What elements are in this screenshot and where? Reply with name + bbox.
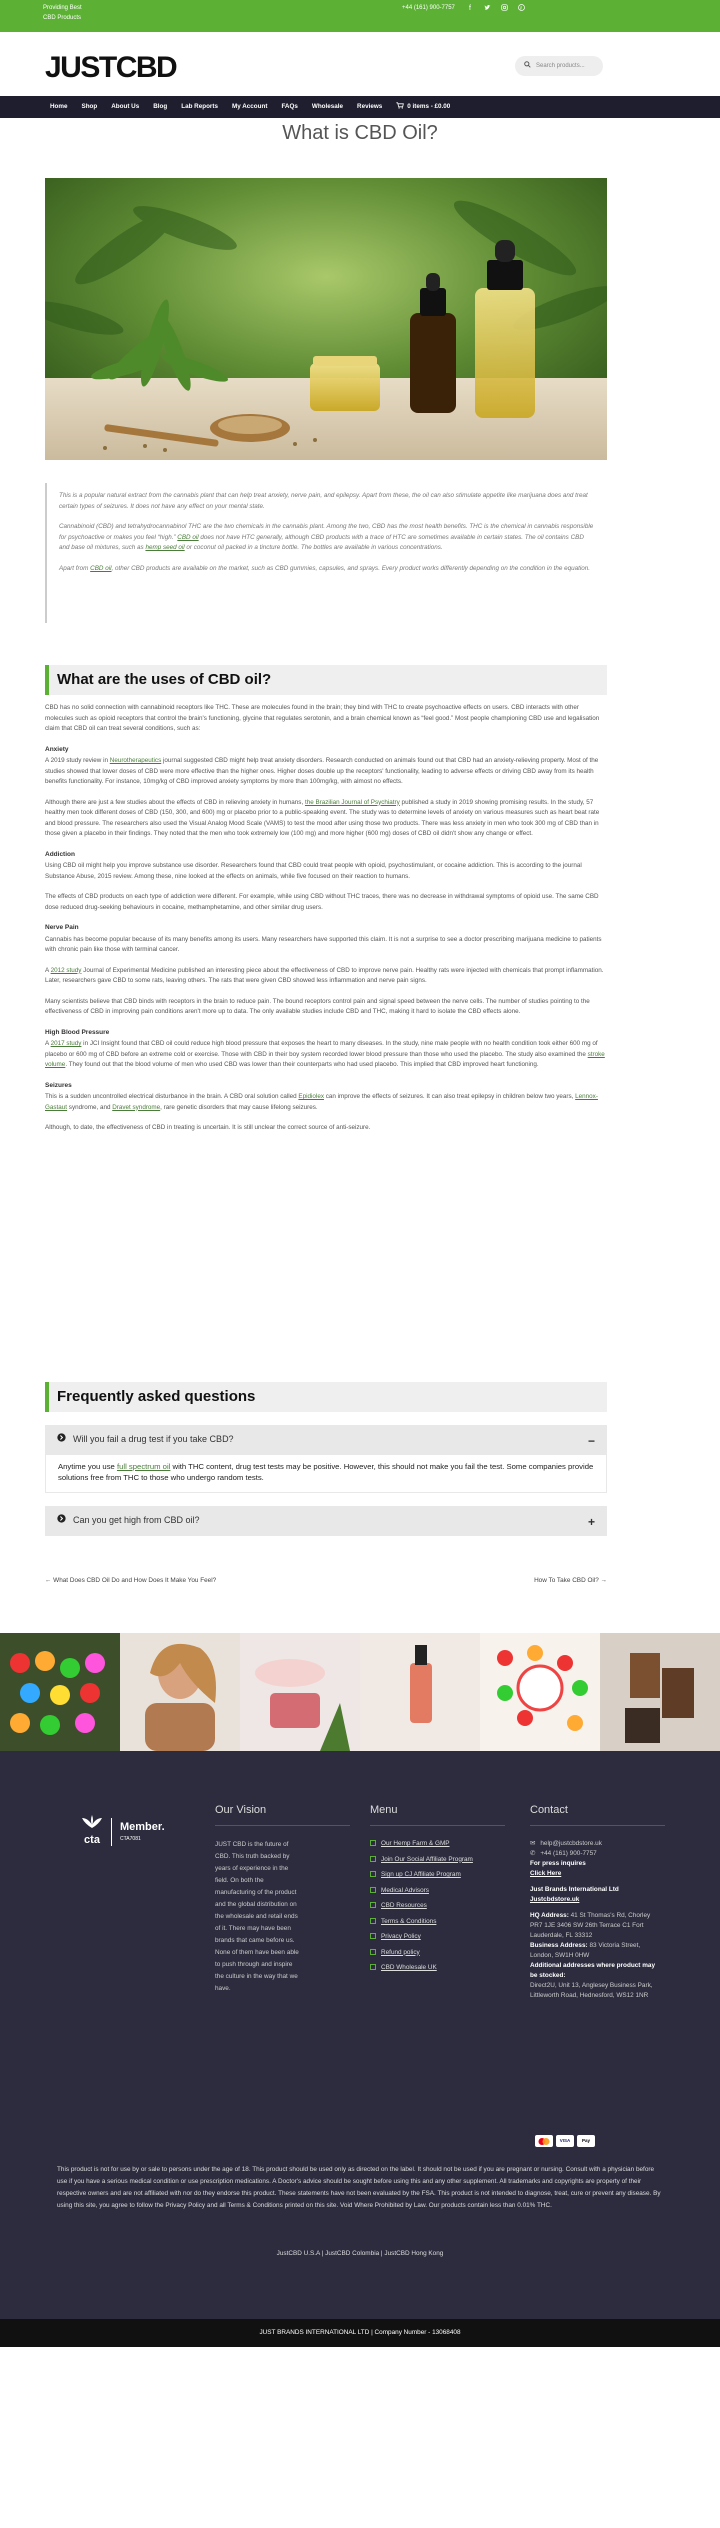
regional-sites[interactable]: JustCBD U.S.A | JustCBD Colombia | JustCBD Hong Kong	[276, 2250, 444, 2257]
apple-pay-icon: Pay	[577, 2135, 595, 2147]
anxiety-title: Anxiety	[45, 745, 69, 753]
menu-divider	[370, 1825, 505, 1826]
copyright-bar: JUST BRANDS INTERNATIONAL LTD | Company Number - 13068408	[0, 2319, 720, 2347]
next-post-link[interactable]: How To Take CBD Oil? →	[534, 1577, 607, 1584]
brazilian-journal-link[interactable]: the Brazilian Journal of Psychiatry	[304, 798, 400, 806]
gallery-image[interactable]	[240, 1633, 360, 1751]
instagram-gallery	[0, 1633, 720, 1751]
contact-phone[interactable]: ✆ +44 (161) 900-7757	[530, 1850, 597, 1857]
gallery-image[interactable]	[0, 1633, 120, 1751]
footer-menu-item[interactable]: CBD Resources	[370, 1901, 485, 1910]
promo-line-1: Providing Best	[43, 5, 82, 11]
cta-member-badge	[81, 1815, 165, 1849]
checkbox-icon	[370, 1840, 376, 1846]
nav-my-account[interactable]: My Account	[231, 103, 268, 111]
payment-methods	[535, 2135, 595, 2147]
faq-question-1[interactable]	[45, 1425, 607, 1455]
cta-leaf-icon	[81, 1815, 103, 1833]
promo-text	[43, 3, 82, 23]
nerve-paragraph-1: Cannabis has become popular because of its many benefits among its users. Many researchers have supported this claim. It is not a surprise to see a doctor prescribing marijuana medicine to patients with chronic pain like those with terminal cancer.	[45, 935, 602, 953]
cbd-oil-link-2[interactable]: CBD oil	[90, 564, 112, 572]
checkbox-icon	[370, 1856, 376, 1862]
stroke-volume-link[interactable]: stroke volume	[45, 1050, 605, 1068]
topbar-phone[interactable]: +44 (161) 900-7757	[402, 5, 455, 11]
additional-address: Direct2U, Unit 13, Anglesey Business Park, Littleworth Road, Hednesford, WS12 1NR	[530, 1982, 653, 1999]
gallery-image[interactable]	[360, 1633, 480, 1751]
footer-menu-item[interactable]: Privacy Policy	[370, 1932, 485, 1941]
checkbox-icon	[370, 1871, 376, 1877]
footer-menu-item[interactable]: Refund policy	[370, 1948, 485, 1957]
blood-pressure-title: High Blood Pressure	[45, 1028, 110, 1036]
vision-divider	[215, 1825, 350, 1826]
nav-reviews[interactable]: Reviews	[357, 103, 383, 111]
epidiolex-link[interactable]: Epidiolex	[298, 1093, 324, 1100]
promo-line-2: CBD Products	[43, 15, 82, 21]
cart-icon	[396, 102, 404, 112]
chevron-circle-icon	[57, 1514, 66, 1527]
footer-menu-item[interactable]: Join Our Social Affiliate Program	[370, 1855, 485, 1864]
nav-shop[interactable]: Shop	[81, 103, 98, 111]
seizures-paragraph-2: Although, to date, the effectiveness of CBD in treating is uncertain. It is still unclear the correct source of anti-seizure.	[45, 1124, 371, 1131]
uses-content	[45, 703, 607, 1144]
collapse-icon[interactable]: −	[587, 1434, 595, 1448]
search-icon	[524, 61, 531, 72]
email-icon: ✉	[530, 1840, 536, 1847]
dravet-syndrome-link[interactable]: Dravet syndrome	[112, 1103, 161, 1111]
intro-paragraph-2: Cannabinoid (CBD) and tetrahydrocannabinol THC are the two chemicals in the cannabis plant. Among the two, CBD has the most health benefits. THC is the chemical in cannabis responsible for psychoactive or makes you feel “high.” CBD oil does not have HTC generally, although CBD products with a trace of HTC are sometimes available in certain states. The oil contains CBD and base oil mixtures, such as hemp seed oil or coconut oil packed in a tincture bottle. The bottles are available in various concentrations.	[59, 523, 594, 551]
nerve-pain-title: Nerve Pain	[45, 924, 79, 931]
nav-about-us[interactable]: About Us	[111, 103, 140, 111]
blood-pressure-paragraph: A 2017 study in JCI Insight found that CBD oil could reduce high blood pressure that exposes the heart to many diseases. In the study, nine male people with no health condition took either 600 mg of placebo or 600 mg of CBD before an extreme cold or exercise. Those with CBD in their boy system recorded lower blood pressure than those who used the placebo. The study also examined the stroke volume. They found out that the blood volume of men who used CBD was lower than their counterparts who had used placebo. This implied that CBD improved heart functioning.	[45, 1040, 605, 1068]
faq-question-1-text: Will you fail a drug test if you take CBD?	[73, 1434, 234, 1445]
seizures-paragraph-1: This is a sudden uncontrolled electrical disturbance in the brain. A CBD oral solution called Epidiolex can improve the effects of seizures. It can also treat epilepsy in children below two years, Lennox-Gastaut syndrome, and Dravet syndrome, rare genetic disorders that may cause lifelong seizures.	[45, 1093, 598, 1111]
seizures-title: Seizures	[45, 1081, 72, 1089]
visa-icon: VISA	[556, 2135, 574, 2147]
checkbox-icon	[370, 1887, 376, 1893]
gallery-image[interactable]	[120, 1633, 240, 1751]
contact-title: Contact	[530, 1804, 568, 1816]
logo-just: JUST	[45, 51, 116, 84]
gallery-image[interactable]	[480, 1633, 600, 1751]
uses-intro: CBD has no solid connection with cannabinoid receptors like THC. These are molecules found in the brain; they bind with THC to create psychoactive effects on users. CBD interacts with other molecules such as opioid receptors that control the brain's functioning, glycine that regulates serotonin, and a brain chemical known as “feel good.” Most people championing CBD use and legalisation claim that CBD oil can treat several conditions, such as:	[45, 704, 600, 732]
top-bar	[0, 0, 720, 32]
press-link[interactable]: Click Here	[530, 1870, 562, 1877]
lennox-gastaut-link[interactable]: Lennox-Gastaut	[45, 1093, 598, 1111]
footer-menu-item[interactable]: CBD Wholesale UK	[370, 1963, 485, 1972]
full-spectrum-oil-link[interactable]: full spectrum oil	[116, 1462, 171, 1471]
checkbox-icon	[370, 1949, 376, 1955]
anxiety-paragraph-2: Although there are just a few studies about the effects of CBD in relieving anxiety in humans, the Brazilian Journal of Psychiatry published a study in 2019 showing promising results. In the study, 57 healthy men took different doses of CBD (150, 300, and 600) mg or placebo prior to a public-speaking event. The study was to determine levels of anxiety on various measures such as heart beat rate and blood pressure. The researchers also used the Visual Analog Mood Scale (VAMS) to test the mood after using those two products. There was less anxiety in men who took 300 mg of CBD than in those given a placebo in their findings. They noted that the men who took extremely low (100 mg) and more higher (600 mg) doses of CBD oil didn't show any change or effect.	[45, 798, 600, 837]
footer-menu-item[interactable]: Medical Advisors	[370, 1886, 485, 1895]
footer-menu-item[interactable]: Sign up CJ Affiliate Program	[370, 1870, 485, 1879]
site-footer	[0, 1751, 720, 2323]
member-label: Member.	[120, 1821, 165, 1834]
vision-text: JUST CBD is the future of CBD. This truth backed by years of experience in the field. On both the manufacturing of the product and the global distribution on the wholesale and retail ends of it. There may have been brands that came before us. None of them have been able to push through and inspire the culture in the way that we have.	[215, 1841, 299, 1992]
faq-question-2[interactable]	[45, 1506, 607, 1536]
hemp-seed-oil-link[interactable]: hemp seed oil	[145, 544, 185, 551]
logo-cbd: CBD	[115, 51, 177, 84]
press-label: For press inquires	[530, 1860, 586, 1867]
instagram-icon[interactable]	[500, 4, 508, 15]
pinterest-icon[interactable]	[517, 4, 525, 15]
addiction-paragraph-2: The effects of CBD products on each type of addiction were different. For example, while using CBD without THC traces, there was no decrease in withdrawal symptoms of opioid use. The same CBD dose reduced drug-seeking behaviours in cocaine, methamphetamine, and other similar drug users.	[45, 893, 599, 911]
nerve-paragraph-2: A 2012 study Journal of Experimental Medicine published an interesting piece about the effectiveness of CBD to improve nerve pain. Healthy rats were injected with chemicals that prompt inflammation. Later, researchers gave CBD to some rats, leaving others. The rats that were given CBD showed less inflammation and nerve pain signs.	[45, 966, 604, 984]
social-links	[466, 4, 525, 15]
nav-blog[interactable]: Blog	[153, 103, 168, 111]
checkbox-icon	[370, 1964, 376, 1970]
footer-menu-item[interactable]: Our Hemp Farm & GMP	[370, 1839, 485, 1848]
post-navigation	[45, 1576, 607, 1588]
addiction-paragraph-1: Using CBD oil might help you improve substance use disorder. Researchers found that CBD could treat people with opioid, psychostimulant, or cocaine addiction. This is according to the journal Substance Abuse, 2015 review. Among these, nine looked at the effects on animals, while five focused on their reaction to humans.	[45, 862, 582, 880]
cbd-oil-link[interactable]: CBD oil	[177, 533, 199, 541]
checkbox-icon	[370, 1918, 376, 1924]
member-sub: CTA7081	[120, 1836, 141, 1843]
2012-study-link[interactable]: 2012 study	[50, 966, 82, 974]
intro-paragraph-1: This is a popular natural extract from the cannabis plant that can help treat anxiety, nerve pain, and epilepsy. Apart from these, the oil can also stimulate appetite like marijuana does and treat certain types of seizures. It does not have any effect on your mental state.	[59, 492, 588, 510]
site-header	[0, 32, 720, 94]
neurotherapeutics-link[interactable]: Neurotherapeutics	[109, 757, 162, 764]
previous-post-link[interactable]: ← What Does CBD Oil Do and How Does It Make You Feel?	[45, 1577, 217, 1584]
site-logo[interactable]	[45, 53, 176, 83]
phone-icon: ✆	[530, 1850, 536, 1857]
nav-home[interactable]: Home	[50, 103, 68, 111]
legal-disclaimer: This product is not for use by or sale to persons under the age of 18. This product should be used only as directed on the label. It should not be used if you are pregnant or nursing. Consult with a physician before use if you have a serious medical condition or use prescription medications. A Doctor's advice should be sought before using this and any other supplement. All trademarks and copyrights are property of their respective owners and are not affiliated with nor do they endorse this product. These statements have not been evaluated by the FSA. This product is not intended to diagnose, treat, cure or prevent any disease. By using this site, you agree to follow the Privacy Policy and all Terms & Conditions printed on this site. Void Where Prohibited by Law. Our products contain less than 0.01% THC.	[57, 2166, 661, 2209]
contact-email[interactable]: ✉ help@justcbdstore.uk	[530, 1840, 602, 1847]
company-site-link[interactable]: Justcbdstore.uk	[530, 1896, 580, 1903]
nerve-paragraph-3: Many scientists believe that CBD binds with receptors in the brain to reduce pain. The bound receptors control pain and signal speed between the nerve cells. The number of studies pointing to the effectiveness of CBD in improving pain conditions aren't more up to data. The only available studies include CBD and THC, making it hard to isolate the CBD effects alone.	[45, 997, 590, 1015]
2017-study-link[interactable]: 2017 study	[50, 1040, 82, 1047]
contact-block	[530, 1839, 660, 2001]
checkbox-icon	[370, 1933, 376, 1939]
main-nav	[0, 96, 720, 118]
contact-divider	[530, 1825, 665, 1826]
hero-image	[45, 178, 607, 460]
addiction-title: Addiction	[45, 850, 75, 858]
nav-wholesale[interactable]: Wholesale	[311, 103, 344, 111]
search-input[interactable]	[515, 56, 603, 76]
faq-heading: Frequently asked questions	[45, 1382, 607, 1412]
chevron-circle-icon	[57, 1433, 66, 1446]
nav-faqs[interactable]: FAQs	[281, 103, 298, 111]
faq-answer-1: Anytime you use full spectrum oil with THC content, drug test tests may be positive. However, this should not make you fail the test. Some companies provide solutions free from THC to those who undergo random tests.	[45, 1455, 607, 1493]
search-placeholder: Search products...	[536, 62, 585, 69]
footer-menu	[370, 1839, 485, 1979]
footer-menu-item[interactable]: Terms & Conditions	[370, 1917, 485, 1926]
gallery-image[interactable]	[600, 1633, 720, 1751]
business-address: Business Address: 83 Victoria Street, London, SW1H 0HW	[530, 1942, 641, 1959]
uses-heading: What are the uses of CBD oil?	[45, 665, 607, 695]
page-title: What is CBD Oil?	[282, 122, 438, 144]
intro-paragraph-3: Apart from CBD oil, other CBD products are available on the market, such as CBD gummies, capsules, and sprays. Every product works differently depending on the condition in the equation.	[59, 564, 590, 572]
facebook-icon[interactable]: f	[469, 5, 471, 12]
intro-blockquote	[45, 483, 607, 623]
faq-question-2-text: Can you get high from CBD oil?	[73, 1515, 200, 1526]
hq-address: HQ Address: 41 St Thomas's Rd, Chorley PR7 1JE 3406 SW 26th Terrace C1 Fort Lauderdale, FL 33312	[530, 1912, 651, 1939]
cart-link[interactable]	[389, 102, 457, 112]
checkbox-icon	[370, 1902, 376, 1908]
twitter-icon[interactable]	[483, 4, 491, 15]
additional-label: Additional addresses where product may be stocked:	[530, 1962, 656, 1979]
anxiety-paragraph-1: A 2019 study review in Neurotherapeutics journal suggested CBD might help treat anxiety disorders. Research conducted on animals found out that CBD had an anxiety-relieving property. Most of the studies showed that lower doses of CBD were more effective than the higher ones. Higher doses double up the receptors' functionality, leading to adverse effects or driving CBD away from its health benefits functionality. For instance, 10mg/kg of CBD improved anxiety symptoms by more than 100mg/kg, with almost no effects.	[45, 757, 599, 785]
cta-text: cta	[84, 1834, 100, 1847]
vision-title: Our Vision	[215, 1804, 267, 1816]
nav-lab-reports[interactable]: Lab Reports	[181, 103, 218, 111]
menu-title: Menu	[370, 1804, 398, 1816]
cart-label: 0 items - £0.00	[407, 103, 451, 111]
expand-icon[interactable]: +	[587, 1515, 595, 1529]
company-name: Just Brands International Ltd	[530, 1886, 619, 1893]
mastercard-icon	[535, 2135, 553, 2147]
